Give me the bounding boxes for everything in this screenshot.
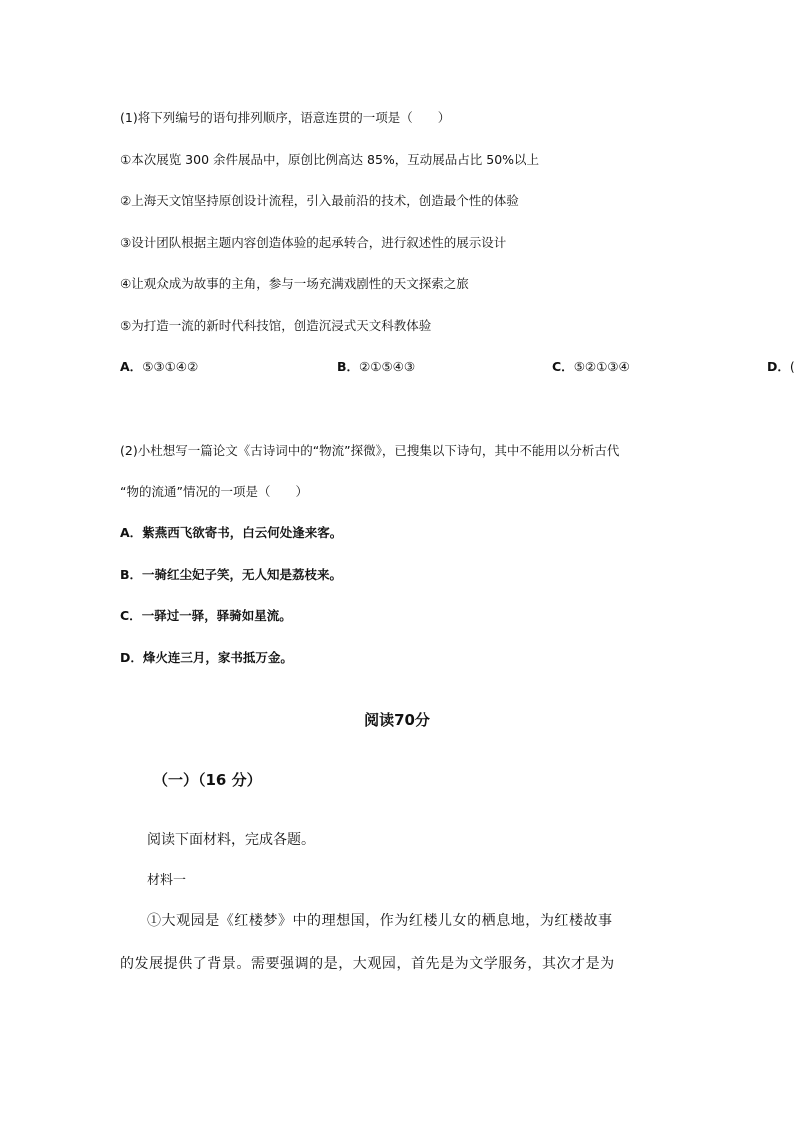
q2-option-d[interactable] bbox=[120, 649, 293, 667]
q1-sentence-1: ①本次展览 300 余件展品中，原创比例高达 85%，互动展品占比 50%以上 bbox=[120, 152, 540, 167]
q1-stem: (1)将下列编号的语句排列顺序，语意连贯的一项是（ ） bbox=[120, 110, 451, 125]
instruction: 阅读下面材料，完成各题。 bbox=[147, 832, 315, 848]
q1-option-c-text: ⑤②①③④ bbox=[573, 359, 630, 374]
section-title: 阅读70分 bbox=[364, 711, 430, 729]
q1-sentence-3: ③设计团队根据主题内容创造体验的起承转合，进行叙述性的展示设计 bbox=[120, 235, 507, 250]
q1-sentence-5: ⑤为打造一流的新时代科技馆，创造沉浸式天文科教体验 bbox=[120, 318, 432, 333]
q2-option-a[interactable] bbox=[120, 524, 342, 542]
q1-sentence-4: ④让观众成为故事的主角，参与一场充满戏剧性的天文探索之旅 bbox=[120, 276, 469, 291]
q1-option-b-letter: B． bbox=[337, 359, 360, 374]
q2-option-a-text: 紫燕西飞欲寄书，白云何处逢来客。 bbox=[142, 525, 343, 540]
q1-option-b-text: ②①⑤④③ bbox=[359, 359, 416, 374]
q2-option-c[interactable] bbox=[120, 607, 292, 625]
q2-option-b[interactable] bbox=[120, 566, 342, 584]
q1-option-d[interactable] bbox=[767, 358, 794, 376]
para1-line2: 的发展提供了背景。需要强调的是，大观园，首先是为文学服务，其次才是为 bbox=[120, 956, 615, 972]
q2-option-b-text: 一骑红尘妃子笑，无人知是荔枝来。 bbox=[142, 567, 343, 582]
q2-option-a-letter: A． bbox=[120, 525, 143, 540]
q1-option-a-letter: A． bbox=[120, 359, 143, 374]
q1-sentence-2: ②上海天文馆坚持原创设计流程，引入最前沿的技术，创造最个性的体验 bbox=[120, 193, 519, 208]
part-title: （一）（16 分） bbox=[153, 771, 262, 789]
para1-line1: ①大观园是《红楼梦》中的理想国，作为红楼儿女的栖息地，为红楼故事 bbox=[147, 913, 613, 929]
q1-option-a-text: ⑤③①④② bbox=[142, 359, 199, 374]
q1-option-a[interactable] bbox=[120, 358, 198, 376]
q1-option-d-text: ( bbox=[789, 359, 795, 374]
q1-option-c-letter: C． bbox=[552, 359, 574, 374]
q2-stem-line2: “物的流通”情况的一项是（ ） bbox=[120, 484, 308, 499]
q2-option-c-letter: C． bbox=[120, 608, 142, 623]
q2-option-d-letter: D． bbox=[120, 650, 143, 665]
q1-option-d-letter: D． bbox=[767, 359, 790, 374]
q1-option-b[interactable] bbox=[337, 358, 415, 376]
material-label: 材料一 bbox=[147, 873, 187, 888]
q1-option-c[interactable] bbox=[552, 358, 630, 376]
q2-option-b-letter: B． bbox=[120, 567, 143, 582]
q2-option-d-text: 烽火连三月，家书抵万金。 bbox=[142, 650, 293, 665]
q2-stem-line1: (2)小杜想写一篇论文《古诗词中的“物流”探微》，已搜集以下诗句，其中不能用以分析古代 bbox=[120, 443, 620, 458]
q2-option-c-text: 一驿过一驿，驿骑如星流。 bbox=[141, 608, 292, 623]
